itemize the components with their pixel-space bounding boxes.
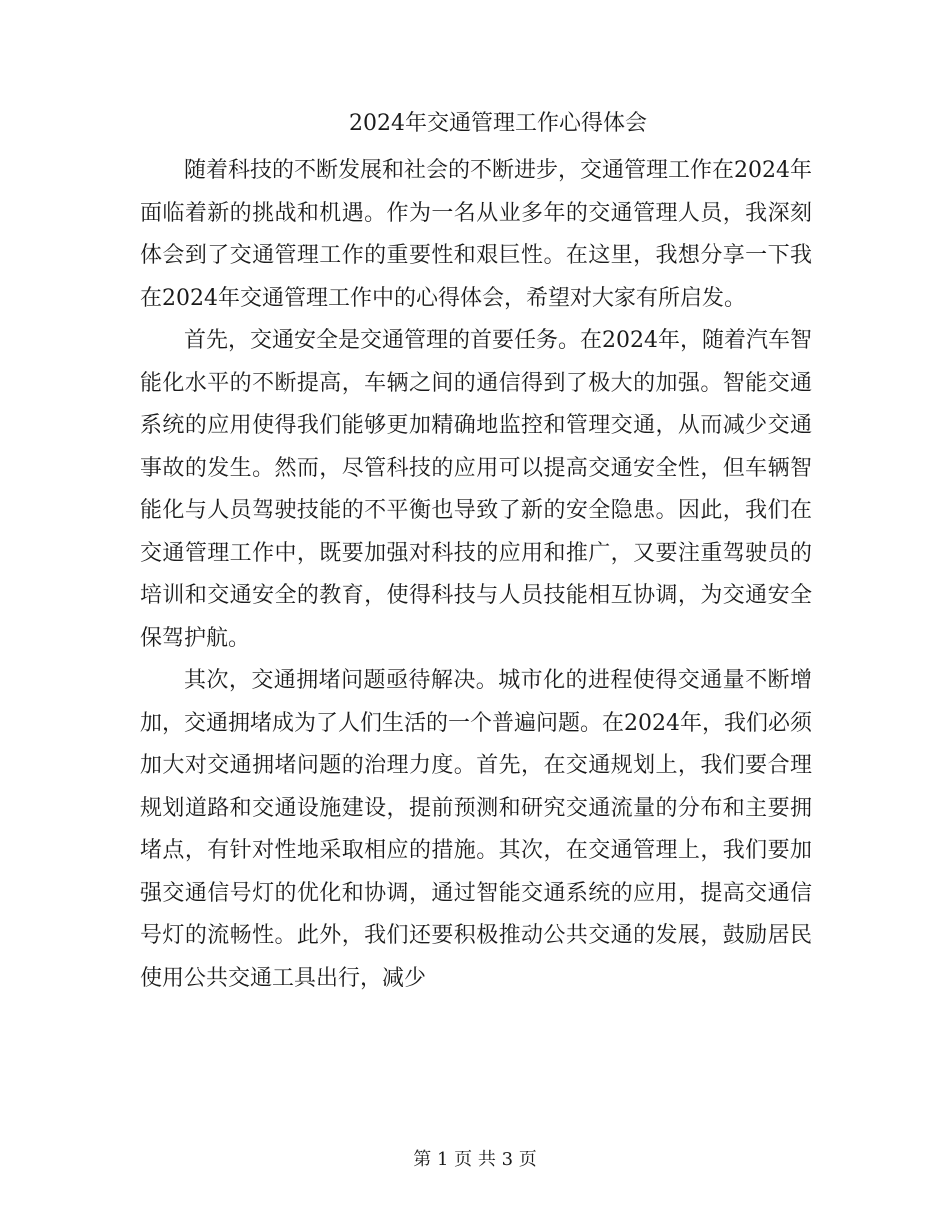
paragraph-traffic-congestion: 其次，交通拥堵问题亟待解决。城市化的进程使得交通量不断增加，交通拥堵成为了人们生活的一个普遍问题。在2024年，我们必须加大对交通拥堵问题的治理力度。首先，在交通规划上，我们要合理规划道路和交通设施建设，提前预测和研究交通流量的分布和主要拥堵点，有针对性地采取相应的措施。其次，在交通管理上，我们要加强交通信号灯的优化和协调，通过智能交通系统的应用，提高交通信号灯的流畅性。此外，我们还要积极推动公共交通的发展，鼓励居民使用公共交通工具出行，减少 bbox=[140, 668, 812, 991]
paragraph-traffic-safety: 首先，交通安全是交通管理的首要任务。在2024年，随着汽车智能化水平的不断提高，车辆之间的通信得到了极大的加强。智能交通系统的应用使得我们能够更加精确地监控和管理交通，从而减少交通事故的发生。然而，尽管科技的应用可以提高交通安全性，但车辆智能化与人员驾驶技能的不平衡也导致了新的安全隐患。因此，我们在交通管理工作中，既要加强对科技的应用和推广，又要注重驾驶员的培训和交通安全的教育，使得科技与人员技能相互协调，为交通安全保驾护航。 bbox=[140, 328, 812, 651]
page-number-footer: 第 1 页 共 3 页 bbox=[413, 1149, 537, 1170]
document-body bbox=[140, 150, 812, 1000]
document-title: 2024年交通管理工作心得体会 bbox=[349, 111, 647, 136]
paragraph-intro: 随着科技的不断发展和社会的不断进步，交通管理工作在2024年面临着新的挑战和机遇。作为一名从业多年的交通管理人员，我深刻体会到了交通管理工作的重要性和艰巨性。在这里，我想分享一下我在2024年交通管理工作中的心得体会，希望对大家有所启发。 bbox=[140, 158, 812, 311]
